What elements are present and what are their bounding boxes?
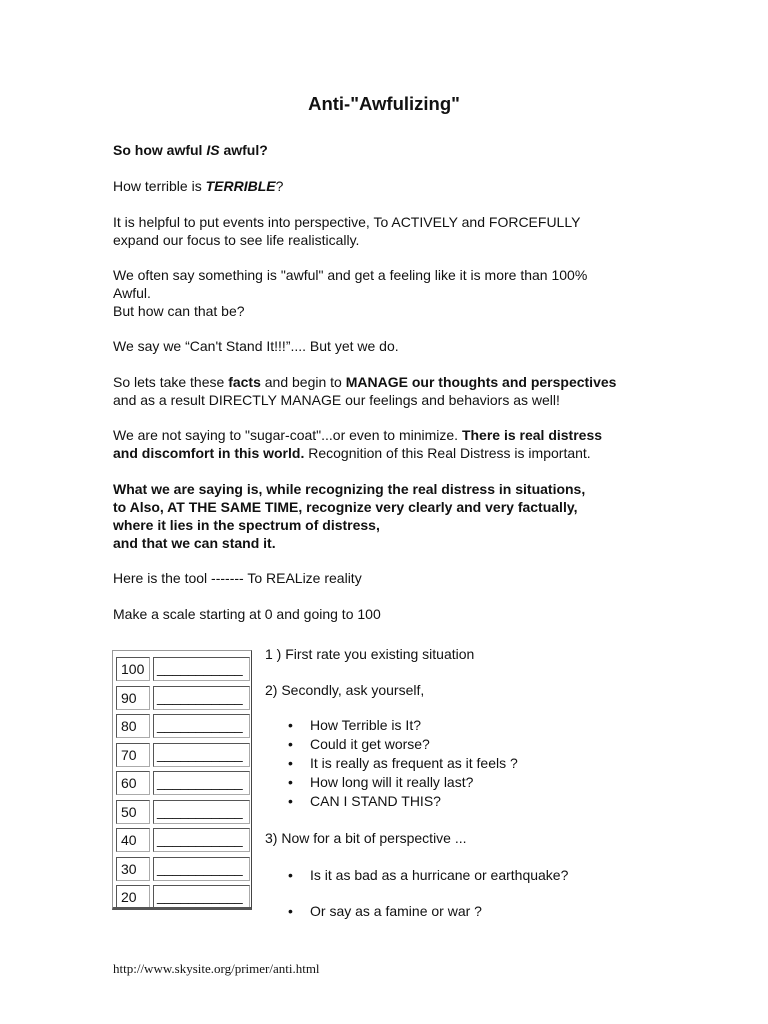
scale-row	[116, 686, 250, 710]
bullet-icon: •	[288, 736, 293, 752]
list-item: • CAN I STAND THIS?	[288, 793, 441, 809]
scale-value: 50	[116, 800, 150, 824]
q2-part-a: How terrible is	[113, 178, 206, 194]
scale-blank: ___________	[153, 857, 250, 881]
question-how-terrible	[113, 177, 673, 195]
paragraph-perspective	[113, 213, 673, 249]
q1-part-c: awful?	[219, 142, 268, 158]
scale-blank: ___________	[153, 800, 250, 824]
p5-part-d: Recognition of this Real Distress is important.	[304, 445, 591, 461]
p5-discomfort: and discomfort in this world.	[113, 445, 305, 461]
rating-scale-table	[112, 650, 252, 910]
paragraph-make-scale	[113, 605, 673, 623]
p5-part-a: We are not saying to "sugar-coat"...or even to minimize.	[113, 427, 462, 443]
scale-value: 40	[116, 828, 150, 852]
scale-row	[116, 657, 250, 681]
step-3: 3) Now for a bit of perspective ...	[265, 830, 467, 846]
bullet-icon: •	[288, 717, 293, 733]
p2-line-1: We often say something is "awful" and get a feeling like it is more than 100%	[113, 267, 588, 283]
p2-line-3: But how can that be?	[113, 303, 245, 319]
page-title: Anti-"Awfulizing"	[308, 93, 460, 114]
footer-url: http://www.skysite.org/primer/anti.html	[113, 961, 320, 976]
p7-line: Here is the tool ------- To REALize reality	[113, 570, 362, 586]
q2-part-c: ?	[275, 178, 284, 194]
bullet-icon: •	[288, 774, 293, 790]
list-item: • Is it as bad as a hurricane or earthquake?	[288, 867, 569, 883]
q1-emphasis: IS	[206, 142, 220, 158]
scale-row	[116, 857, 250, 881]
p6-line-1: What we are saying is, while recognizing the real distress in situations,	[113, 481, 586, 497]
list-item: • How Terrible is It?	[288, 717, 422, 733]
scale-blank: ___________	[153, 686, 250, 710]
bullet-icon: •	[288, 867, 293, 883]
paragraph-awful-feeling	[113, 266, 673, 320]
paragraph-cant-stand	[113, 337, 673, 355]
list-item: • Could it get worse?	[288, 736, 430, 752]
scale-row	[116, 771, 250, 795]
p6-line-3: where it lies in the spectrum of distress,	[113, 517, 380, 533]
scale-blank: ___________	[153, 743, 250, 767]
scale-row	[116, 885, 250, 909]
scale-value: 100	[116, 657, 150, 681]
list-item: • Or say as a famine or war ?	[288, 903, 482, 919]
bullet-icon: •	[288, 755, 293, 771]
p5-real-distress: There is real distress	[461, 427, 603, 443]
p2-line-2: Awful.	[113, 285, 151, 301]
scale-value: 70	[116, 743, 150, 767]
p1-line-1: It is helpful to put events into perspective, To ACTIVELY and FORCEFULLY	[113, 214, 581, 230]
p8-line: Make a scale starting at 0 and going to 100	[113, 606, 381, 622]
bullet-list-questions	[288, 716, 688, 811]
scale-row	[116, 714, 250, 738]
scale-value: 20	[116, 885, 150, 909]
list-item: • How long will it really last?	[288, 774, 474, 790]
p6-line-4: and that we can stand it.	[113, 535, 276, 551]
scale-value: 90	[116, 686, 150, 710]
paragraph-manage	[113, 373, 713, 409]
p4-manage: MANAGE our thoughts and perspectives	[345, 374, 617, 390]
paragraph-what-we-say	[113, 480, 713, 552]
step-2: 2) Secondly, ask yourself,	[265, 682, 425, 698]
scale-row	[116, 743, 250, 767]
scale-blank: ___________	[153, 771, 250, 795]
scale-value: 30	[116, 857, 150, 881]
p4-part-c: and begin to	[260, 374, 346, 390]
bullet-list-perspective-1	[288, 866, 688, 885]
q2-emphasis: TERRIBLE	[205, 178, 276, 194]
scale-value: 60	[116, 771, 150, 795]
p4-facts: facts	[228, 374, 261, 390]
p4-line-2: and as a result DIRECTLY MANAGE our feelings and behaviors as well!	[113, 392, 560, 408]
scale-row	[116, 800, 250, 824]
scale-blank: ___________	[153, 714, 250, 738]
p6-line-2: to Also, AT THE SAME TIME, recognize very clearly and very factually,	[113, 499, 578, 515]
q1-part-a: So how awful	[113, 142, 207, 158]
scale-row	[116, 828, 250, 852]
scale-blank: ___________	[153, 657, 250, 681]
bullet-icon: •	[288, 793, 293, 809]
p3-line: We say we “Can't Stand It!!!”.... But yet we do.	[113, 338, 399, 354]
scale-value: 80	[116, 714, 150, 738]
p1-line-2: expand our focus to see life realistically.	[113, 232, 360, 248]
step-1: 1 ) First rate you existing situation	[265, 646, 475, 662]
paragraph-tool	[113, 569, 673, 587]
question-how-awful	[113, 141, 673, 159]
scale-blank: ___________	[153, 885, 250, 909]
bullet-list-perspective-2	[288, 902, 688, 921]
bullet-icon: •	[288, 903, 293, 919]
p4-part-a: So lets take these	[113, 374, 229, 390]
paragraph-real-distress	[113, 426, 713, 462]
list-item: • It is really as frequent as it feels ?	[288, 755, 518, 771]
scale-blank: ___________	[153, 828, 250, 852]
